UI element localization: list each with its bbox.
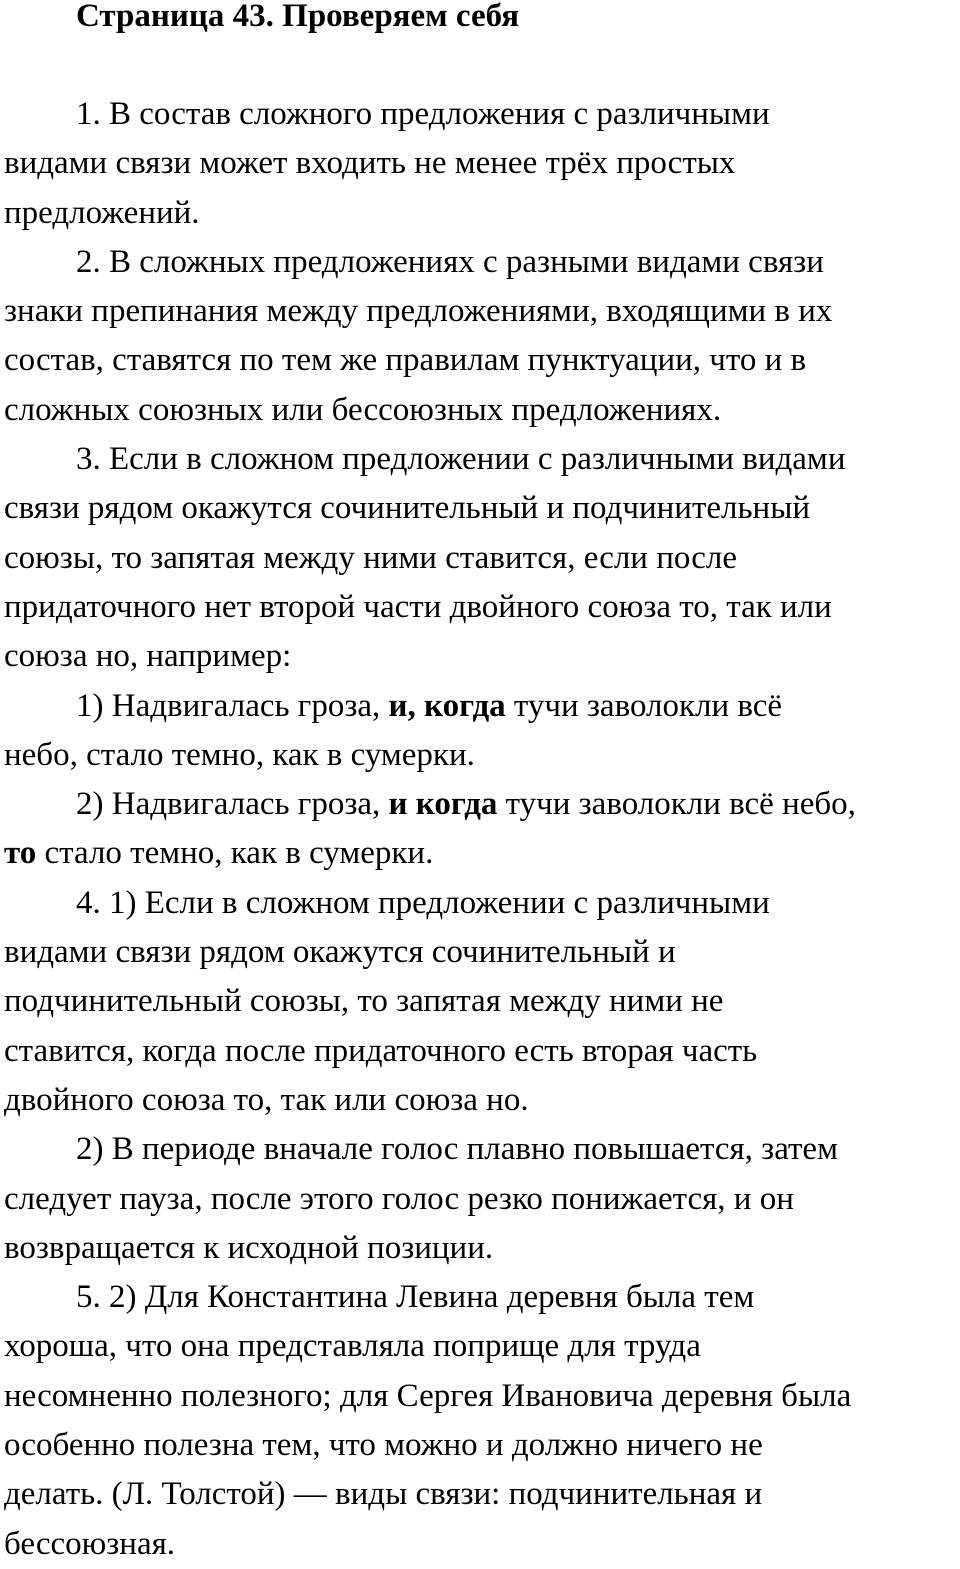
conjunction-bold: то (4, 835, 37, 872)
text-line: состав, ставятся по тем же правилам пунктуации, что и в (4, 342, 807, 379)
example-text: 1) Надвигалась гроза, (76, 687, 389, 724)
text-line: бессоюзная. (4, 1525, 176, 1562)
example-text: стало темно, как в сумерки. (36, 835, 434, 872)
example-text: тучи заволокли всё небо, (497, 786, 856, 823)
text-line: несомненно полезного; для Сергея Ивановича деревня была (4, 1377, 852, 1414)
text-line: делать. (Л. Толстой) — виды связи: подчинительная и (4, 1476, 763, 1513)
example-1 (4, 682, 960, 781)
text-line: союзы, то запятая между ними ставится, если после (4, 539, 737, 576)
text-line: сложных союзных или бессоюзных предложениях. (4, 391, 722, 428)
paragraph-4 (4, 879, 960, 1125)
page-title: Страница 43. Проверяем себя (76, 0, 520, 34)
text-line: предложений. (4, 194, 200, 231)
paragraph-2 (4, 238, 960, 435)
text-line: союза но, например: (4, 638, 292, 675)
paragraph-4-2 (4, 1125, 960, 1273)
text-line (4, 829, 960, 878)
text-line: двойного союза то, так или союза но. (4, 1081, 529, 1118)
text-line: 4. 1) Если в сложном предложении с различными (76, 884, 770, 921)
paragraph-5 (4, 1273, 960, 1569)
example-text: тучи заволокли всё (505, 687, 783, 724)
text-line: небо, стало темно, как в сумерки. (4, 736, 475, 773)
text-line: видами связи может входить не менее трёх простых (4, 145, 736, 182)
text-line: подчинительный союзы, то запятая между ними не (4, 983, 724, 1020)
document-body (4, 90, 960, 1569)
conjunction-bold: и когда (388, 786, 498, 823)
text-line: 2. В сложных предложениях с разными видами связи (76, 243, 824, 280)
text-line: связи рядом окажутся сочинительный и подчинительный (4, 490, 811, 527)
text-line: знаки препинания между предложениями, входящими в их (4, 293, 833, 330)
text-line: придаточного нет второй части двойного союза то, так или (4, 588, 832, 625)
text-line: 3. Если в сложном предложении с различными видами (76, 441, 846, 478)
text-line: ставится, когда после придаточного есть вторая часть (4, 1032, 758, 1069)
paragraph-1 (4, 90, 960, 238)
text-line: хороша, что она представляла поприще для труда (4, 1328, 701, 1365)
example-2 (4, 780, 960, 879)
text-line (4, 682, 960, 731)
text-line (4, 780, 960, 829)
text-line: следует пауза, после этого голос резко понижается, и он (4, 1180, 794, 1217)
text-line: 5. 2) Для Константина Левина деревня была тем (76, 1279, 755, 1316)
conjunction-bold: и, когда (388, 687, 506, 724)
text-line: 1. В состав сложного предложения с различными (76, 96, 770, 132)
text-line: особенно полезна тем, что можно и должно ничего не (4, 1427, 763, 1464)
paragraph-3 (4, 435, 960, 681)
text-line: видами связи рядом окажутся сочинительный и (4, 934, 676, 971)
example-text: 2) Надвигалась гроза, (76, 786, 389, 823)
text-line: 2) В периоде вначале голос плавно повышается, затем (76, 1131, 838, 1168)
text-line: возвращается к исходной позиции. (4, 1229, 494, 1266)
